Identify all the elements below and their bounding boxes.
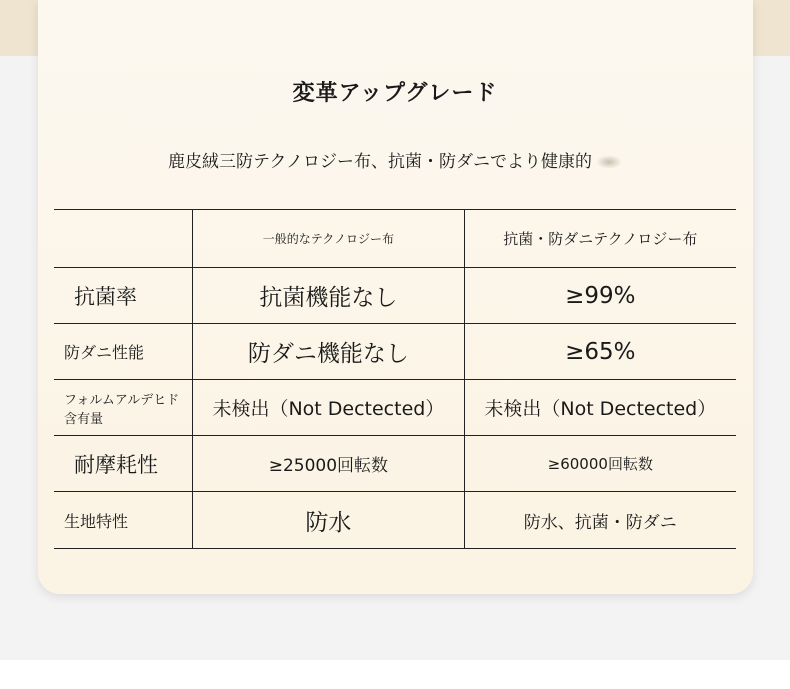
row-label: 防ダニ性能: [54, 324, 193, 380]
row-label: 生地特性: [54, 492, 193, 549]
table-row: [54, 268, 736, 324]
tech-value: 未検出（Not Dectected）: [464, 380, 736, 436]
general-value: 未検出（Not Dectected）: [193, 380, 464, 436]
table-row: [54, 492, 736, 549]
bottom-band: [0, 660, 790, 689]
comparison-table: [54, 209, 736, 549]
header-cell-empty: [54, 210, 193, 268]
page-title: 変革アップグレード: [292, 81, 498, 106]
general-value: 抗菌機能なし: [193, 268, 464, 324]
general-value: 防ダニ機能なし: [193, 324, 464, 380]
smudge-mark: [596, 155, 622, 169]
header-general-fabric: 一般的なテクノロジー布: [193, 210, 464, 268]
tech-value: ≥99%: [464, 268, 736, 324]
general-value: 防水: [193, 492, 464, 549]
tech-value: 防水、抗菌・防ダニ: [464, 492, 736, 549]
general-value: ≥25000回転数: [193, 436, 464, 492]
table-row: [54, 324, 736, 380]
row-label: 耐摩耗性: [54, 436, 193, 492]
row-label: 抗菌率: [54, 268, 193, 324]
tech-value: ≥65%: [464, 324, 736, 380]
header-tech-fabric: 抗菌・防ダニテクノロジー布: [464, 210, 736, 268]
table-header-row: [54, 210, 736, 268]
row-label: フォルムアルデヒド含有量: [54, 380, 193, 436]
subtitle-text: 鹿皮絨三防テクノロジー布、抗菌・防ダニでより健康的: [168, 152, 592, 172]
table-row: [54, 380, 736, 436]
tech-value: ≥60000回転数: [464, 436, 736, 492]
page-subtitle: [0, 147, 790, 172]
table-row: [54, 436, 736, 492]
